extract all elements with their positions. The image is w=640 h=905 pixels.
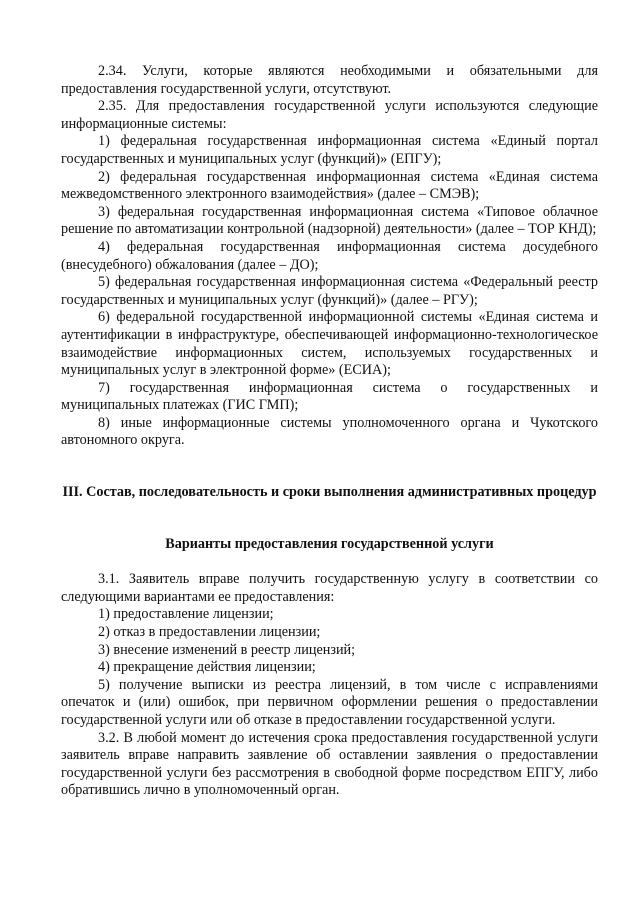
variants-heading: Варианты предоставления государственной услуги [165, 535, 494, 552]
paragraph-3-2: 3.2. В любой момент до истечения срока предоставления государственной услуги заявитель вправе направить заявление об оставлении заявления о предоставлении государственной услуги без рассмотрения в свободной форме посредством ЕПГУ, либо обратившись лично в уполномоченный орган. [61, 729, 598, 799]
bottom-section [61, 571, 598, 800]
list-item-6: 6) федеральной государственной информационной системы «Единая система и аутентификации в инфраструктуре, обеспечивающей информационно-технологическое взаимодействие информационных систем, используемых государственных и муниципальных услуг в электронной форме» (ЕСИА); [61, 309, 598, 379]
list-item-3: 3) федеральная государственная информационная система «Типовое облачное решение по автоматизации контрольной (надзорной) деятельности» (далее – ТОР КНД); [61, 203, 598, 238]
list-item-4: 4) федеральная государственная информационная система досудебного (внесудебного) обжалования (далее – ДО); [61, 238, 598, 273]
paragraph-2-35: 2.35. Для предоставления государственной услуги используются следующие информационные системы: [61, 98, 598, 132]
list-item-8: 8) иные информационные системы уполномоченного органа и Чукотского автономного округа. [61, 414, 598, 449]
paragraph-3-1: 3.1. Заявитель вправе получить государственную услугу в соответствии со следующими вариантами ее предоставления: [61, 571, 598, 605]
section-heading: III. Состав, последовательность и сроки выполнения административных процедур [62, 484, 597, 501]
list-item-1: 1) федеральная государственная информационная система «Единый портал государственных и муниципальных услуг (функций)» (ЕПГУ); [61, 133, 598, 167]
list-item-2: 2) федеральная государственная информационная система «Единая система межведомственного электронного взаимодействия» (далее – СМЭВ); [61, 168, 598, 203]
list-item-7: 7) государственная информационная система о государственных и муниципальных платежах (ГИС ГМП); [61, 379, 598, 414]
list-item-5: 5) федеральная государственная информационная система «Федеральный реестр государственных и муниципальных услуг (функций)» (далее – РГУ); [61, 274, 598, 308]
variant-item-1: 1) предоставление лицензии; [98, 606, 274, 623]
variant-item-2: 2) отказ в предоставлении лицензии; [98, 624, 321, 641]
variant-item-3: 3) внесение изменений в реестр лицензий; [98, 641, 356, 658]
paragraph-2-34: 2.34. Услуги, которые являются необходимыми и обязательными для предоставления государственной услуги, отсутствуют. [61, 63, 598, 97]
variant-item-5: 5) получение выписки из реестра лицензий, в том числе с исправлениями опечаток и (или) ошибок, при первичном оформлении решения о предоставлении государственной услуги или об отказе в предоставлении государственной услуги. [61, 676, 598, 728]
variant-item-4: 4) прекращение действия лицензии; [98, 659, 316, 676]
top-section [61, 63, 598, 450]
